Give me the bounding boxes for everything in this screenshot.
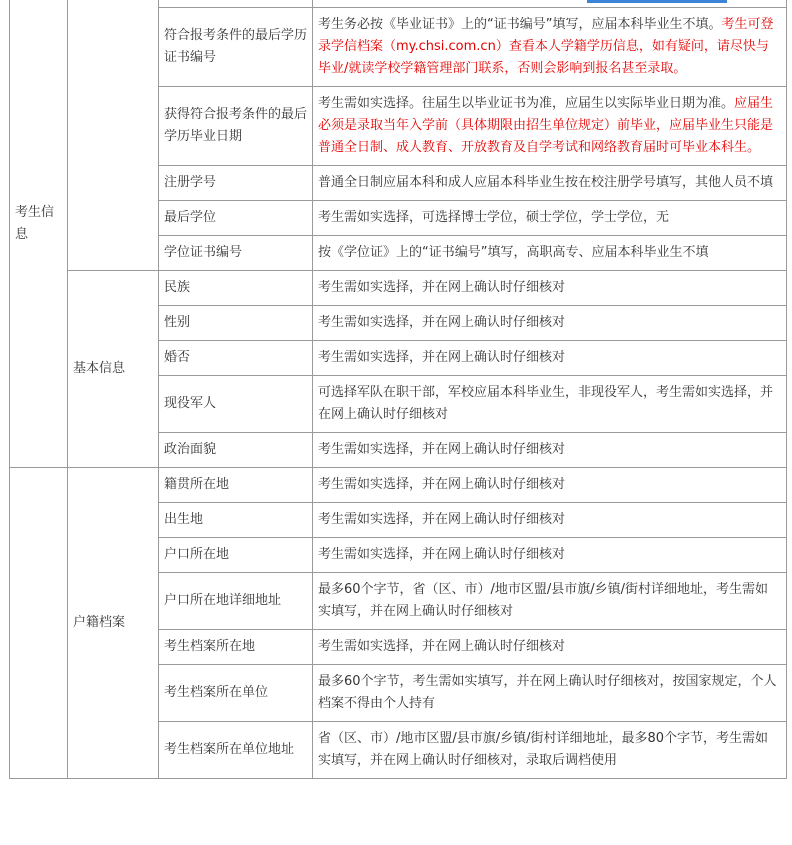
field-name: 籍贯所在地: [159, 468, 313, 503]
field-description: 考生需如实选择，并在网上确认时仔细核对: [313, 468, 787, 503]
field-description: 考生需如实选择，并在网上确认时仔细核对: [313, 630, 787, 665]
desc-text: 考生务必按《毕业证书》上的“证书编号”填写，应届本科毕业生不填。: [318, 17, 722, 32]
field-description: 考生需如实选择，并在网上确认时仔细核对: [313, 503, 787, 538]
desc-text: 考生需如实选择。往届生以毕业证书为准，应届生以实际毕业日期为准。: [318, 96, 735, 111]
field-name: 考生档案所在单位: [159, 665, 313, 722]
field-name: [159, 0, 313, 8]
field-description: 考生需如实选择，可选择博士学位，硕士学位，学士学位，无: [313, 201, 787, 236]
field-name: 获得符合报考条件的最后学历毕业日期: [159, 87, 313, 166]
field-description: 可选择军队在职干部，军校应届本科毕业生，非现役军人，考生需如实选择，并在网上确认时仔细核对: [313, 376, 787, 433]
field-name: 性别: [159, 306, 313, 341]
field-name: 户口所在地: [159, 538, 313, 573]
field-description: 考生需如实选择，并在网上确认时仔细核对: [313, 341, 787, 376]
field-description: [313, 87, 787, 166]
field-name: 考生档案所在地: [159, 630, 313, 665]
field-name: 婚否: [159, 341, 313, 376]
field-name: 最后学位: [159, 201, 313, 236]
table-row: [10, 271, 787, 306]
section-candidate-info: 考生信息: [10, 0, 68, 468]
field-name: 户口所在地详细地址: [159, 573, 313, 630]
table-row: [10, 0, 787, 8]
field-description: [313, 0, 787, 8]
field-name: 符合报考条件的最后学历证书编号: [159, 8, 313, 87]
registration-field-table: [9, 0, 787, 779]
field-description: 按《学位证》上的“证书编号”填写，高职高专、应届本科毕业生不填: [313, 236, 787, 271]
field-description: 考生需如实选择，并在网上确认时仔细核对: [313, 271, 787, 306]
field-description: 省（区、市）/地市区盟/县市旗/乡镇/街村详细地址，最多80个字节，考生需如实填写，并在网上确认时仔细核对，录取后调档使用: [313, 722, 787, 779]
desc-warning: 考生可登录学信档案（my.chsi.com.cn）查看本人学籍学历信息，如有疑问，请尽快与毕业/就读学校学籍管理部门联系，否则会影响到报名甚至录取。: [318, 17, 774, 76]
desc-warning: 应届生必须是录取当年入学前（具体期限由招生单位规定）前毕业，应届毕业生只能是普通全日制、成人教育、开放教育及自学考试和网络教育届时可毕业本科生。: [318, 96, 774, 155]
field-name: 考生档案所在单位地址: [159, 722, 313, 779]
field-description: 考生需如实选择，并在网上确认时仔细核对: [313, 306, 787, 341]
table-row: [10, 468, 787, 503]
field-description: [313, 8, 787, 87]
field-name: 现役军人: [159, 376, 313, 433]
field-name: 注册学号: [159, 166, 313, 201]
section-basic-info: 基本信息: [68, 271, 159, 468]
field-description: 考生需如实选择，并在网上确认时仔细核对: [313, 433, 787, 468]
field-description: 最多60个字节，考生需如实填写，并在网上确认时仔细核对，按国家规定，个人档案不得由个人持有: [313, 665, 787, 722]
section-household-archive: 户籍档案: [68, 468, 159, 779]
field-name: 出生地: [159, 503, 313, 538]
field-name: 学位证书编号: [159, 236, 313, 271]
field-description: 最多60个字节，省（区、市）/地市区盟/县市旗/乡镇/街村详细地址，考生需如实填写，并在网上确认时仔细核对: [313, 573, 787, 630]
field-description: 考生需如实选择，并在网上确认时仔细核对: [313, 538, 787, 573]
field-name: 民族: [159, 271, 313, 306]
section-education-info: [68, 0, 159, 271]
field-name: 政治面貌: [159, 433, 313, 468]
field-description: 普通全日制应届本科和成人应届本科毕业生按在校注册学号填写，其他人员不填: [313, 166, 787, 201]
section-continued: [10, 468, 68, 779]
